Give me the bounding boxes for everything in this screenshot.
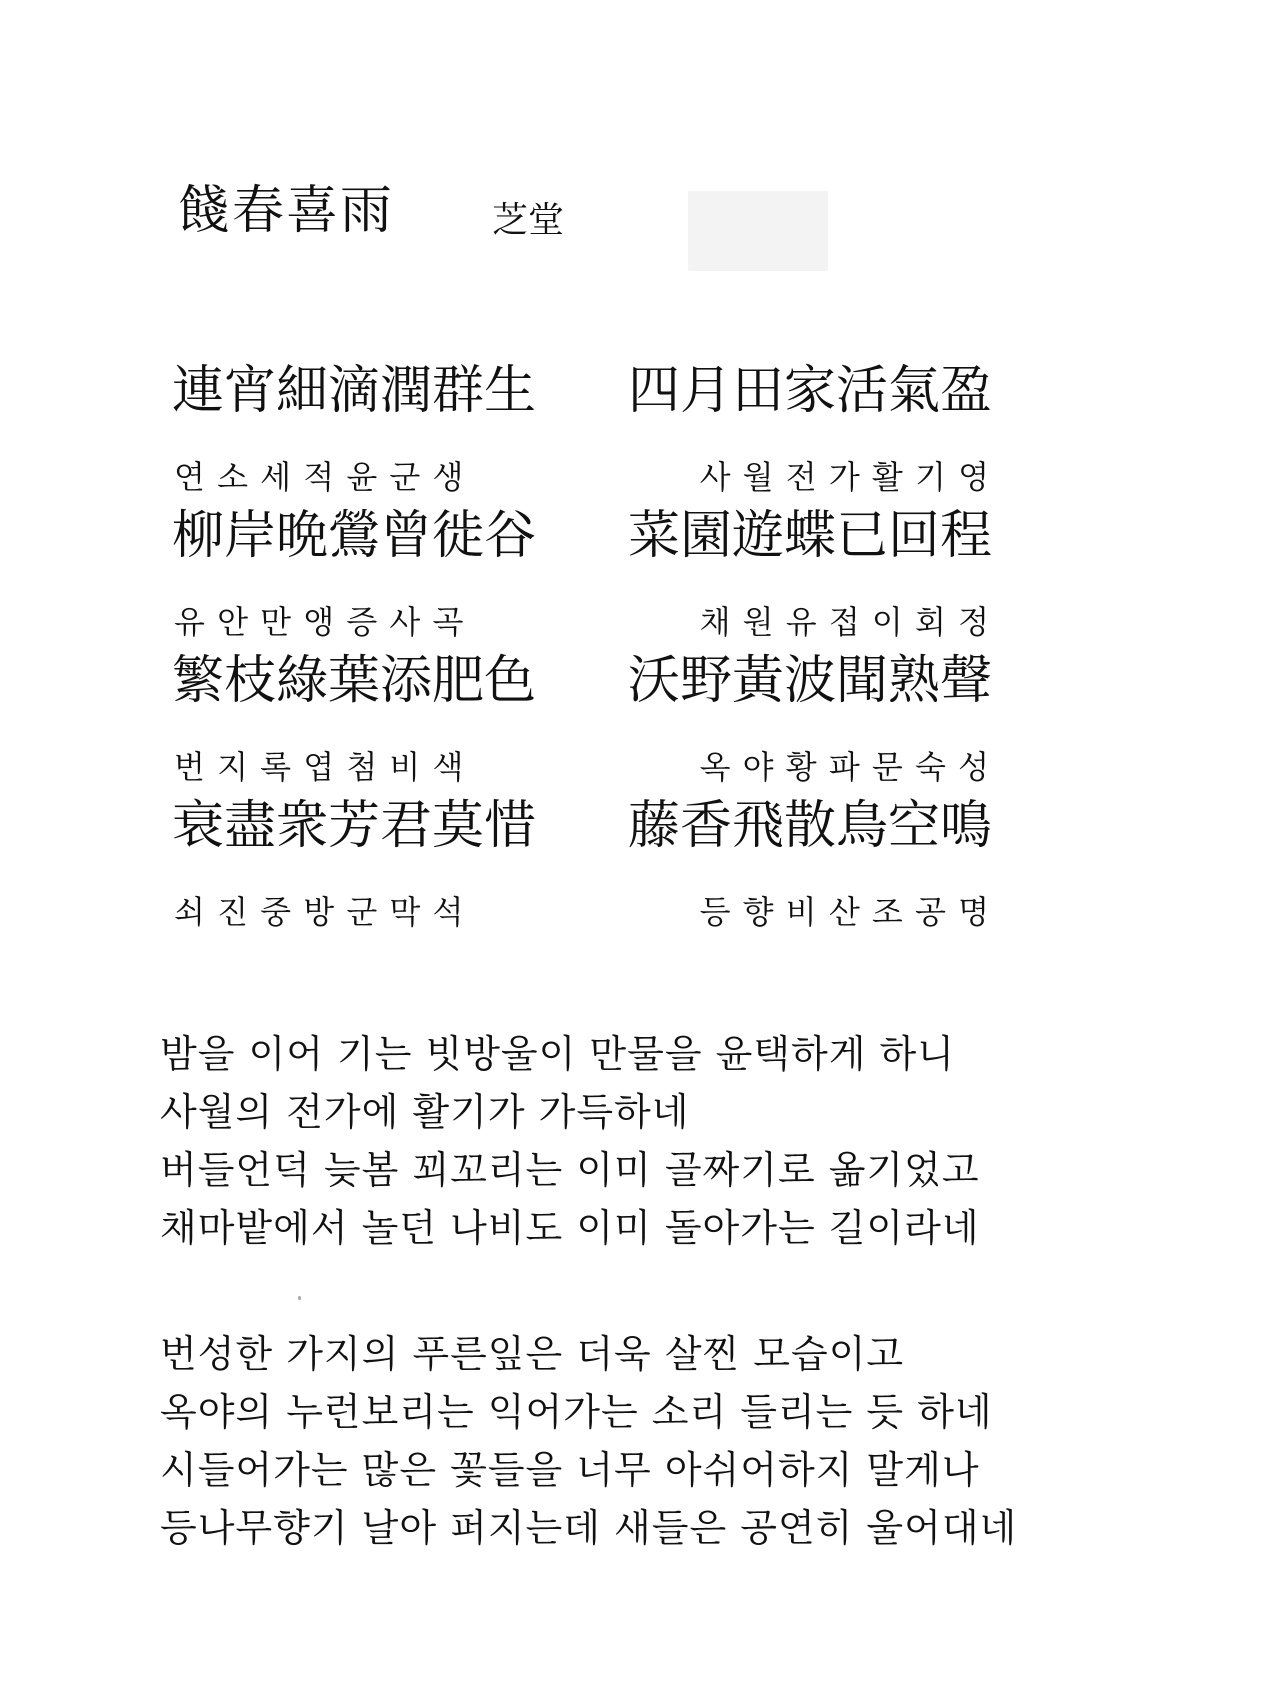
korean-reading-line-3: [174, 748, 990, 786]
poem-author: 芝堂: [492, 200, 565, 241]
korean-reading-line-2-right: 채 원 유 접 이 회 정: [699, 603, 990, 641]
korean-reading-line-4: [174, 893, 990, 931]
korean-reading-line-2: [174, 603, 990, 641]
translation-line-8: 등나무향기 날아 퍼지는데 새들은 공연히 울어대네: [160, 1506, 1018, 1550]
poem-couplet-4: [172, 796, 1032, 945]
korean-reading-line-4-right: 등 향 비 산 조 공 명: [699, 893, 990, 931]
poem-title: 餞春喜雨: [178, 181, 395, 241]
hanja-line-2-right: 菜園遊蝶已回程: [627, 506, 992, 566]
translation-line-2: 사월의 전가에 활기가 가득하네: [160, 1090, 690, 1134]
translation-line-1: 밤을 이어 기는 빗방울이 만물을 윤택하게 하니: [160, 1032, 955, 1076]
translation-line-6: 옥야의 누런보리는 익어가는 소리 들리는 듯 하네: [160, 1390, 993, 1434]
hanja-line-3-right: 沃野黃波聞熟聲: [627, 651, 992, 711]
korean-reading-line-2-left: 유 안 만 앵 증 사 곡: [174, 603, 465, 641]
poem-couplet-1: [172, 361, 1032, 510]
korean-translation-part-two: [160, 1325, 1060, 1557]
hanja-line-4-left: 衰盡衆芳君莫惜: [172, 796, 537, 856]
korean-reading-line-3-right: 옥 야 황 파 문 숙 성: [699, 748, 990, 786]
hanja-line-2: [172, 506, 992, 566]
hanja-line-2-left: 柳岸晩鶯曾徙谷: [172, 506, 537, 566]
korean-reading-line-4-left: 쇠 진 중 방 군 막 석: [174, 893, 465, 931]
hanja-line-1-right: 四月田家活氣盈: [627, 361, 992, 421]
blank-seal-area: [688, 191, 828, 271]
scan-speck: [298, 1296, 301, 1300]
korean-reading-line-3-left: 번 지 록 엽 첨 비 색: [174, 748, 465, 786]
hanja-line-1: [172, 361, 992, 421]
classical-poem: [172, 361, 1032, 945]
hanja-line-1-left: 連宵細滴潤群生: [172, 361, 537, 421]
poem-couplet-2: [172, 506, 1032, 655]
translation-line-4: 채마밭에서 놀던 나비도 이미 돌아가는 길이라네: [160, 1206, 980, 1250]
hanja-line-4: [172, 796, 992, 856]
translation-line-7: 시들어가는 많은 꽃들을 너무 아쉬어하지 말게나: [160, 1448, 980, 1492]
translation-line-3: 버들언덕 늦봄 꾀꼬리는 이미 골짜기로 옮기었고: [160, 1148, 980, 1192]
poem-couplet-3: [172, 651, 1032, 800]
hanja-line-4-right: 藤香飛散鳥空鳴: [627, 796, 992, 856]
translation-line-5: 번성한 가지의 푸른잎은 더욱 살찐 모습이고: [160, 1332, 905, 1376]
korean-reading-line-1-left: 연 소 세 적 윤 군 생: [174, 458, 465, 496]
hanja-line-3-left: 繁枝綠葉添肥色: [172, 651, 537, 711]
korean-reading-line-1: [174, 458, 990, 496]
hanja-line-3: [172, 651, 992, 711]
korean-reading-line-1-right: 사 월 전 가 활 기 영: [699, 458, 990, 496]
korean-translation-part-one: [160, 1025, 1060, 1257]
